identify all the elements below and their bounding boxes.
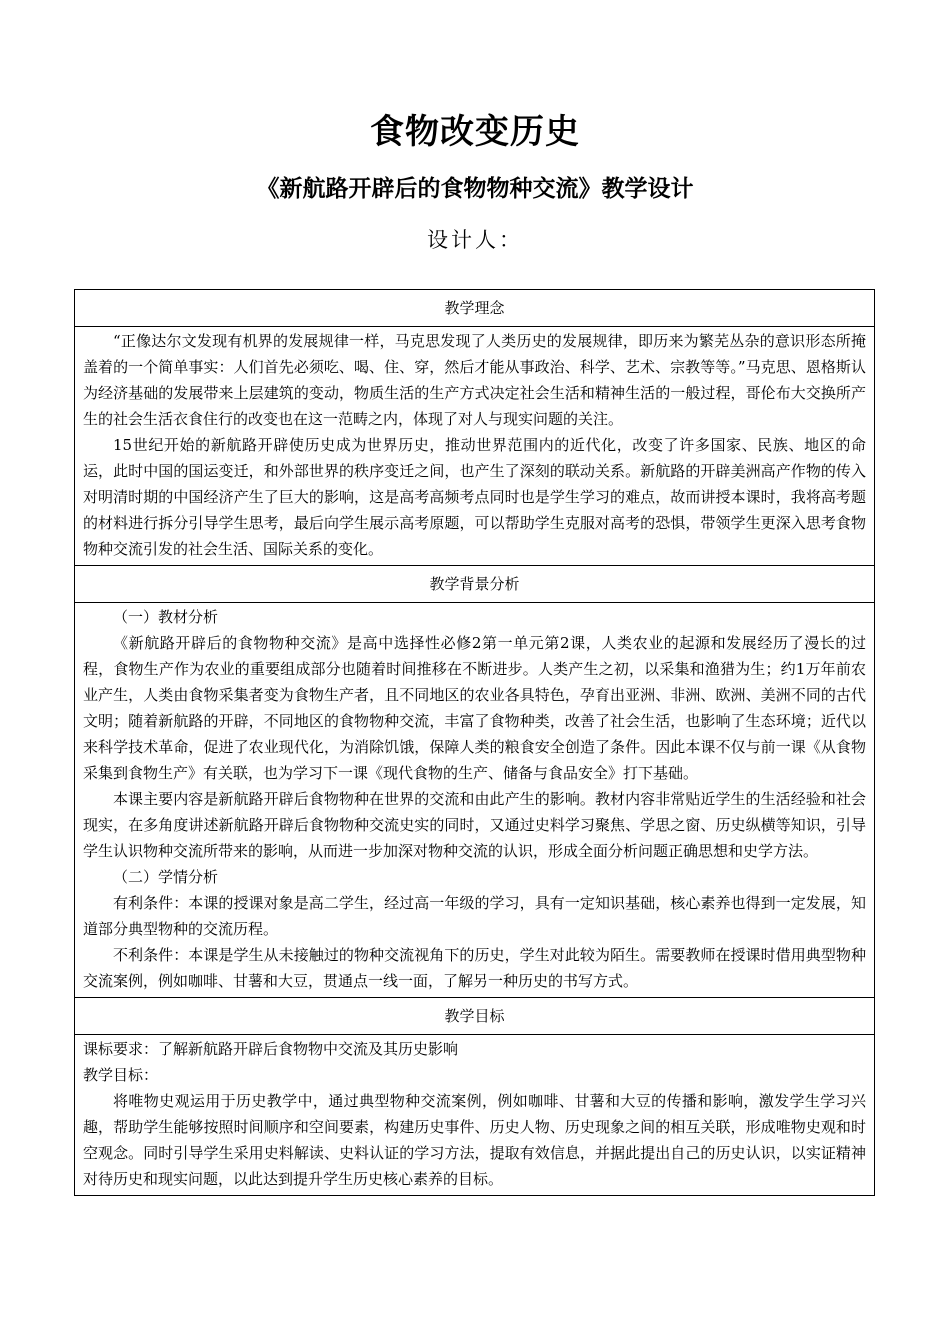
lesson-plan-table [74, 289, 875, 1196]
section-heading-philosophy: 教学理念 [75, 290, 874, 327]
section-heading-goals: 教学目标 [75, 998, 874, 1035]
paragraph: 不利条件：本课是学生从未接触过的物种交流视角下的历史，学生对此较为陌生。需要教师在授课时借用典型物种交流案例，例如咖啡、甘薯和大豆，贯通点一线一面，了解另一种历史的书写方式。 [83, 946, 866, 990]
subheading-student-analysis: （二）学情分析 [113, 868, 219, 886]
paragraph: 有利条件：本课的授课对象是高二学生，经过高一年级的学习，具有一定知识基础，核心素养也得到一定发展，知道部分典型物种的交流历程。 [83, 894, 866, 938]
subheading-textbook-analysis: （一）教材分析 [113, 608, 219, 626]
section-body-goals [75, 1035, 874, 1195]
goals-label: 教学目标： [83, 1066, 159, 1084]
paragraph: 本课主要内容是新航路开辟后食物物种在世界的交流和由此产生的影响。教材内容非常贴近学生的生活经验和社会现实，在多角度讲述新航路开辟后食物物种交流史实的同时，又通过史料学习聚焦、学思之窗、历史纵横等知识，引导学生认识物种交流所带来的影响，从而进一步加深对物种交流的认识，形成全面分析问题正确思想和史学方法。 [83, 790, 866, 860]
section-body-philosophy [75, 327, 874, 566]
document-title: 食物改变历史 [370, 112, 580, 152]
section-heading-background: 教学背景分析 [75, 566, 874, 603]
designer-label: 设计人： [427, 228, 523, 252]
paragraph: 将唯物史观运用于历史教学中，通过典型物种交流案例，例如咖啡、甘薯和大豆的传播和影响，激发学生学习兴趣，帮助学生能够按照时间顺序和空间要素，构建历史事件、历史人物、历史现象之间的相互关联，形成唯物史观和时空观念。同时引导学生采用史料解读、史料认证的学习方法，提取有效信息，并据此提出自己的历史认识，以实证精神对待历史和现实问题，以此达到提升学生历史核心素养的目标。 [83, 1092, 866, 1188]
curriculum-requirement: 课标要求：了解新航路开辟后食物物中交流及其历史影响 [83, 1040, 459, 1058]
document-subtitle: 《新航路开辟后的食物物种交流》教学设计 [256, 176, 694, 202]
paragraph: “正像达尔文发现有机界的发展规律一样，马克思发现了人类历史的发展规律，即历来为繁芜丛杂的意识形态所掩盖着的一个简单事实：人们首先必须吃、喝、住、穿，然后才能从事政治、科学、艺术、宗教等等。”马克思、恩格斯认为经济基础的发展带来上层建筑的变动，物质生活的生产方式决定社会生活和精神生活的一般过程，哥伦布大交换所产生的社会生活衣食住行的改变也在这一范畴之内，体现了对人与现实问题的关注。 [83, 332, 866, 428]
section-body-background [75, 603, 874, 998]
paragraph: 《新航路开辟后的食物物种交流》是高中选择性必修2第一单元第2课，人类农业的起源和发展经历了漫长的过程，食物生产作为农业的重要组成部分也随着时间推移在不断进步。人类产生之初，以采集和渔猎为生；约1万年前农业产生，人类由食物采集者变为食物生产者，且不同地区的农业各具特色，孕育出亚洲、非洲、欧洲、美洲不同的古代文明；随着新航路的开辟，不同地区的食物物种交流，丰富了食物种类，改善了社会生活，也影响了生态环境；近代以来科学技术革命，促进了农业现代化，为消除饥饿，保障人类的粮食安全创造了条件。因此本课不仅与前一课《从食物采集到食物生产》有关联，也为学习下一课《现代食物的生产、储备与食品安全》打下基础。 [83, 634, 866, 782]
paragraph: 15世纪开始的新航路开辟使历史成为世界历史，推动世界范围内的近代化，改变了许多国家、民族、地区的命运，此时中国的国运变迁，和外部世界的秩序变迁之间，也产生了深刻的联动关系。新航路的开辟美洲高产作物的传入对明清时期的中国经济产生了巨大的影响，这是高考高频考点同时也是学生学习的难点，故而讲授本课时，我将高考题的材料进行拆分引导学生思考，最后向学生展示高考原题，可以帮助学生克服对高考的恐惧，带领学生更深入思考食物物种交流引发的社会生活、国际关系的变化。 [83, 436, 866, 558]
